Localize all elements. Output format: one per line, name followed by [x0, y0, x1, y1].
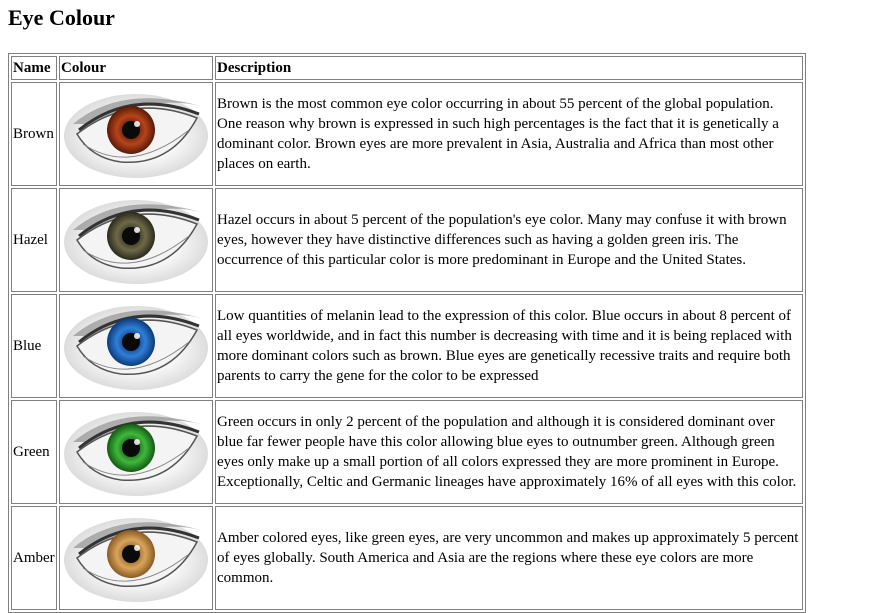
row-name: Blue [11, 294, 57, 398]
eye-image-cell [59, 400, 213, 504]
page-title: Eye Colour [8, 5, 115, 30]
row-description: Amber colored eyes, like green eyes, are very uncommon and makes up approximately 5 percent of eyes globally. South America and Asia are the regions where these eye colors are more common. [215, 506, 803, 610]
green-eye-image [61, 402, 211, 502]
table-row [11, 506, 803, 610]
eye-image-cell [59, 506, 213, 610]
eye-image-cell [59, 294, 213, 398]
eye-colour-table [8, 53, 806, 613]
eye-image-cell [59, 82, 213, 186]
row-name: Amber [11, 506, 57, 610]
brown-eye-image [61, 84, 211, 184]
header-colour: Colour [59, 56, 213, 80]
row-name: Brown [11, 82, 57, 186]
table-row [11, 82, 803, 186]
row-description: Low quantities of melanin lead to the expression of this color. Blue occurs in about 8 percent of all eyes worldwide, and in fact this number is decreasing with time and it is being replaced with more dominant colors such as brown. Blue eyes are genetically recessive traits and require both parents to carry the gene for the color to be expressed [215, 294, 803, 398]
amber-eye-image [61, 508, 211, 608]
row-name: Hazel [11, 188, 57, 292]
hazel-eye-image [61, 190, 211, 290]
header-description: Description [215, 56, 803, 80]
table-row [11, 188, 803, 292]
blue-eye-image [61, 296, 211, 396]
table-row [11, 294, 803, 398]
row-description: Green occurs in only 2 percent of the population and although it is considered dominant over blue far fewer people have this color allowing blue eyes to outnumber green. Although green eyes only make up a small portion of all colors expressed they are more prominent in Europe. Exceptionally, Celtic and Germanic lineages have approximately 16% of all eyes with this color. [215, 400, 803, 504]
row-name: Green [11, 400, 57, 504]
table-row [11, 400, 803, 504]
row-description: Brown is the most common eye color occurring in about 55 percent of the global population. One reason why brown is expressed in such high percentages is the fact that it is genetically a dominant color. Brown eyes are more prevalent in Asia, Australia and Africa than most other places on earth. [215, 82, 803, 186]
row-description: Hazel occurs in about 5 percent of the population's eye color. Many may confuse it with brown eyes, however they have distinctive differences such as having a golden green iris. The occurrence of this particular color is more predominant in Europe and the United States. [215, 188, 803, 292]
table-header-row [11, 56, 803, 80]
eye-image-cell [59, 188, 213, 292]
header-name: Name [11, 56, 57, 80]
